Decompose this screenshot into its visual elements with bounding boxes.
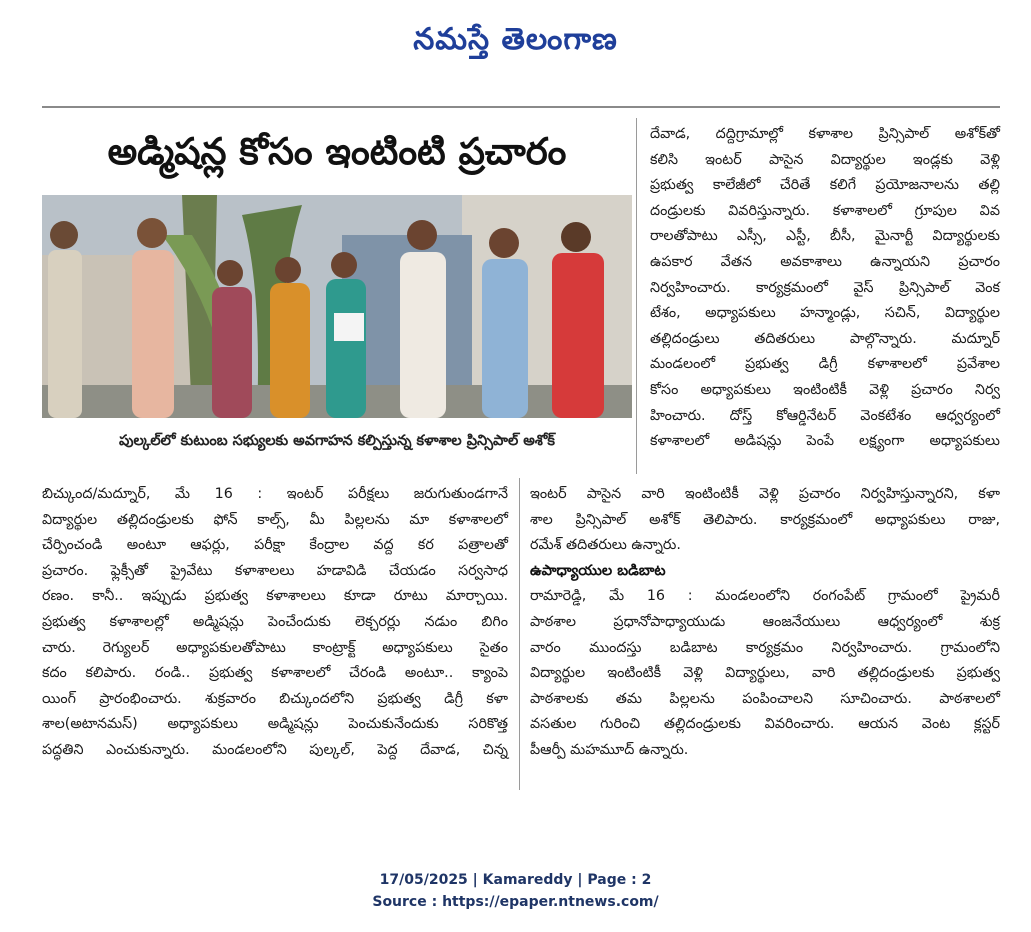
text-line: చేర్పించండి అంటూ ఆఫర్లు, పరీక్షా కేంద్రాల వద్ద కర పత్రాలతో [42, 537, 508, 554]
text-line: రామారెడ్డి, మే 16 : మండలంలోని రంగంపేట్ గ్రామంలో ప్రైమరీ [530, 588, 1000, 605]
text-line: శాల ప్రిన్సిపాల్ అశోక్ తెలిపారు. కార్యక్రమంలో అధ్యాపకులు రాజు, [530, 511, 1000, 528]
text-line: బిచ్కుంద/మద్నూర్, మే 16 : ఇంటర్ పరీక్షలు జరుగుతుండగానే [42, 486, 508, 502]
text-line: యింగ్ ప్రారంభించారు. శుక్రవారం బిచ్కుందలోని ప్రభుత్వ డిగ్రీ కళా [42, 690, 508, 707]
left-column-text [42, 482, 508, 764]
text-line: పాఠశాలకు తమ పిల్లలను పంపించాలని సూచించారు. పాఠశాలలో [530, 690, 1000, 707]
right-lower-text [530, 482, 1000, 764]
lower-column-divider [519, 478, 520, 790]
text-line: హించారు. దోస్త్ కోఆర్డినేటర్ వెంకటేశం ఆధ్వర్యంలో [650, 407, 1000, 424]
text-line: నిర్వహించారు. కార్యక్రమంలో వైస్ ప్రిన్సిపాల్ వెంక [650, 279, 1000, 296]
right-column-text [650, 122, 1000, 455]
text-line: చారు. రెగ్యులర్ అధ్యాపకులతోపాటు కాంట్రాక్ట్ అధ్యాపకులు సైతం [42, 639, 508, 656]
text-line: రాలతోపాటు ఎస్సీ, ఎస్టీ, బీసీ, మైనార్టీ విద్యార్థులకు [650, 228, 1000, 245]
text-line: వసతుల గురించి తల్లిదండ్రులకు వివరించారు. ఆయన వెంట క్లస్టర్ [530, 716, 1000, 733]
text-line: ప్రభుత్వ కాలేజీలో చేరితే కలిగే ప్రయోజనాలను తల్లి [650, 177, 1000, 194]
text-line: ఇంటర్ పాసైన వారి ఇంటింటికీ వెళ్లి ప్రచారం నిర్వహిస్తున్నారని, కళా [530, 486, 1000, 502]
text-line: పీఆర్పీ మహమూద్ ఉన్నారు. [530, 741, 689, 758]
article-headline: అడ్మిషన్ల కోసం ఇంటింటి ప్రచారం [107, 130, 567, 173]
text-line: మండలంలో ప్రభుత్వ డిగ్రీ కళాశాలలో ప్రవేశాల [650, 356, 1000, 373]
text-line: పాఠశాల ప్రధానోపాధ్యాయుడు ఆంజనేయులు ఆధ్వర్యంలో శుక్ర [530, 613, 1000, 630]
sub-story-heading: ఉపాధ్యాయుల బడిబాట [530, 562, 666, 579]
text-line: విద్యార్థుల ఇంటింటికీ వెళ్లి విద్యార్థులు, వారి తల్లిదండ్రులకు ప్రభుత్వ [530, 665, 1000, 682]
text-line: పద్ధతిని ఎంచుకున్నారు. మండలంలోని పుల్కల్, పెద్ద దేవాడ, చిన్న [42, 741, 508, 758]
article-photo [42, 195, 632, 418]
top-divider [42, 106, 1000, 108]
text-line: కదం కలిపారు. రండి.. ప్రభుత్వ కళాశాలలో చేరండి అంటూ.. క్యాంపె [42, 665, 508, 682]
text-line: కలిసి ఇంటర్ పాసైన విద్యార్థుల ఇండ్లకు వెళ్లి [650, 151, 1000, 168]
newspaper-masthead: నమస్తే తెలంగాణ [413, 22, 618, 57]
text-line: రణం. కానీ.. ఇప్పుడు ప్రభుత్వ కళాశాలలు కూడా రూటు మార్చాయి. [42, 588, 508, 605]
text-line: విద్యార్థుల తల్లిదండ్రులకు ఫోన్ కాల్స్, మీ పిల్లలను మా కళాశాలలో [42, 511, 508, 528]
text-line: ప్రభుత్వ కళాశాలల్లో అడ్మిషన్లు పెంచేందుకు లెక్చరర్లు నడుం బిగిం [42, 613, 508, 630]
text-line: కోసం అధ్యాపకులు ఇంటింటికీ వెళ్లి ప్రచారం నిర్వ [650, 381, 1000, 398]
photo-illustration [42, 195, 632, 418]
footer-date-line: 17/05/2025 | Kamareddy | Page : 2 [379, 872, 652, 888]
photo-caption: పుల్కల్‌లో కుటుంబ సభ్యులకు అవగాహన కల్పిస్తున్న కళాశాల ప్రిన్సిపాల్ అశోక్ [118, 433, 555, 449]
text-line: దేవాడ, దద్దిగ్రామాల్లో కళాశాల ప్రిన్సిపాల్ అశోక్‌తో [650, 126, 1000, 142]
text-line: కళాశాలలో అడిషన్లు పెంపే లక్ష్యంగా అధ్యాపకులు [650, 433, 1000, 450]
text-line: తల్లిదండ్రులు తదితరులు పాల్గొన్నారు. మద్నూర్ [650, 330, 1000, 347]
column-divider [636, 118, 637, 474]
text-line: ప్రచారం. ఫ్లెక్సీతో ప్రైవేటు కళాశాలలు హడావిడి చేయడం సర్వసాధ [42, 562, 508, 579]
text-line: దండ్రులకు వివరిస్తున్నారు. కళాశాలలో గ్రూపుల వివ [650, 202, 1000, 219]
text-line: వారం ముందస్తు బడిబాట కార్యక్రమం నిర్వహించారు. గ్రామంలోని [530, 639, 1000, 656]
text-line: ఉపకార వేతన అవకాశాలు ఉన్నాయని ప్రచారం [650, 253, 1000, 270]
text-line: టేశం, అధ్యాపకులు హన్మాండ్లు, సచిన్, విద్యార్థుల [650, 305, 1000, 322]
text-line: శాల(అటానమస్) అధ్యాపకులు అడ్మిషన్లు పెంచుకునేందుకు సరికొత్త [42, 716, 508, 733]
footer-source-line: Source : https://epaper.ntnews.com/ [372, 894, 659, 910]
text-line: రమేశ్ తదితరులు ఉన్నారు. [530, 537, 681, 554]
